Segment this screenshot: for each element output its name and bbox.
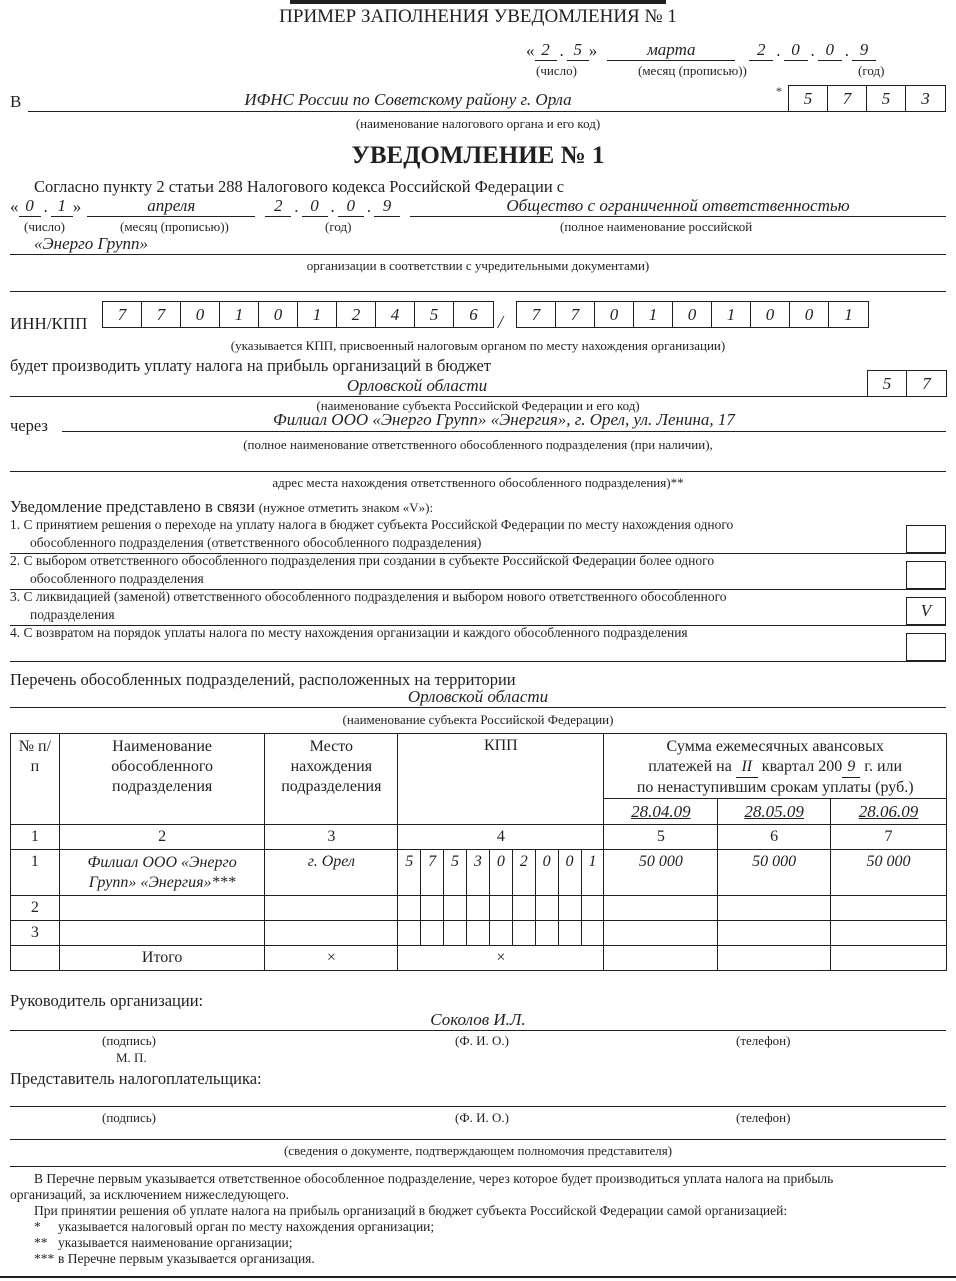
caption-start-day: (число) (24, 219, 65, 234)
subdivisions-region[interactable]: Орловской области (10, 687, 946, 708)
start-year-digit[interactable]: 2 (265, 196, 291, 217)
tax-authority-caption: (наименование налогового органа и его код) (355, 116, 601, 131)
head-caption-signature: (подпись) (102, 1033, 156, 1048)
row-kpp-digit[interactable] (581, 921, 604, 946)
footnote-item-1 (34, 1219, 434, 1235)
footnote-mark: *** (34, 1251, 55, 1266)
row-kpp-digit[interactable] (512, 921, 535, 946)
header-num: № п/п (11, 734, 60, 825)
footnote-mark: ** (34, 1235, 48, 1250)
subdivisions-caption: (наименование субъекта Российской Федерации) (342, 712, 614, 727)
kpp-digit: 1 (634, 302, 673, 327)
tax-authority-prefix: В (10, 92, 22, 111)
row-sum-2[interactable]: 50 000 (718, 850, 831, 896)
rep-doc-line[interactable] (10, 1139, 946, 1140)
budget-region[interactable]: Орловской области (10, 376, 868, 397)
row-sum-1[interactable] (604, 921, 718, 946)
notice-title: УВЕДОМЛЕНИЕ № 1 (351, 142, 605, 169)
table-row (11, 896, 947, 921)
subdivisions-table (10, 733, 947, 971)
head-caption-fio: (Ф. И. О.) (455, 1033, 509, 1048)
row-kpp-digit[interactable]: 0 (558, 850, 581, 896)
sum-line2 (604, 757, 946, 778)
date-month[interactable]: марта (607, 40, 735, 61)
rep-caption-signature: (подпись) (102, 1110, 156, 1125)
reason-divider (10, 661, 946, 662)
inn-digit: 5 (415, 302, 454, 327)
row-sum-1[interactable] (604, 896, 718, 921)
reason-text: подразделения (30, 607, 115, 622)
date-day-digit[interactable]: 2 (535, 40, 557, 61)
date-year-digit[interactable]: 2 (749, 40, 773, 61)
footnote-line3: При принятии решения об уплате налога на прибыль организаций в бюджет субъекта Российской Федерации самой организацией: (34, 1203, 788, 1218)
kpp-field[interactable] (516, 301, 869, 328)
row-kpp-digit[interactable] (558, 921, 581, 946)
budget-caption: (наименование субъекта Российской Федерации и его код) (316, 398, 640, 413)
inn-digit: 2 (337, 302, 376, 327)
head-name[interactable]: Соколов И.Л. (10, 1010, 946, 1031)
reason-checkbox-4[interactable] (906, 633, 946, 661)
row-sum-3[interactable]: 50 000 (831, 850, 947, 896)
row-sum-1[interactable]: 50 000 (604, 850, 718, 896)
col-number: 7 (831, 825, 947, 850)
table-row (11, 921, 947, 946)
inn-digit: 0 (259, 302, 298, 327)
row-kpp-digit[interactable] (466, 921, 489, 946)
notice-start-date: « 0 . 1 » апреля 2 . 0 . 0 . 9 (10, 196, 400, 217)
reason-text: обособленного подразделения (30, 571, 204, 586)
col-number: 2 (59, 825, 265, 850)
region-code-digit: 5 (868, 371, 907, 396)
stamp-place: М. П. (116, 1050, 147, 1065)
region-code-digit: 7 (922, 373, 931, 393)
reason-text: 1. С принятием решения о переходе на уплату налога в бюджет субъекта Российской Федерации по месту нахождения одного (10, 517, 734, 532)
footnote-line1: В Перечне первым указывается ответственное обособленное подразделение, через которое будет производиться уплата налога на прибыль (34, 1171, 834, 1186)
row-num: 3 (11, 921, 60, 946)
row-kpp-digit[interactable]: 0 (489, 850, 512, 896)
kpp-digit: 1 (844, 304, 853, 324)
row-kpp-digit[interactable] (421, 896, 444, 921)
sum-quarter[interactable]: II (736, 757, 758, 778)
row-kpp-digit[interactable]: 0 (535, 850, 558, 896)
region-code[interactable] (867, 370, 947, 397)
date-year-digit[interactable]: 0 (784, 40, 808, 61)
kpp-digit: 0 (673, 302, 712, 327)
top-rule (290, 0, 666, 4)
through-caption1: (полное наименование ответственного обособленного подразделения (при наличии), (243, 437, 713, 452)
kpp-digit: 7 (517, 302, 556, 327)
total-sum-1[interactable] (604, 946, 718, 971)
footnote-text: в Перечне первым указывается организация. (58, 1251, 315, 1266)
start-day-digit[interactable]: 0 (19, 196, 41, 217)
head-caption-phone: (телефон) (736, 1033, 791, 1048)
start-year-digit[interactable]: 9 (374, 196, 400, 217)
start-day-digit[interactable]: 1 (51, 196, 73, 217)
notice-intro: Согласно пункту 2 статьи 288 Налогового кодекса Российской Федерации с (34, 177, 565, 196)
inn-kpp-separator: / (498, 312, 504, 332)
reason-checkbox-1[interactable] (906, 525, 946, 553)
inn-digit: 1 (220, 302, 259, 327)
row-place[interactable] (265, 896, 398, 921)
row-sum-3[interactable] (831, 896, 947, 921)
blank-line (10, 291, 946, 292)
caption-day: (число) (536, 63, 577, 78)
reason-text: 4. С возвратом на порядок уплаты налога по месту нахождения организации и каждого обособленного подразделения (10, 625, 688, 640)
row-place[interactable] (265, 921, 398, 946)
row-kpp-digit[interactable] (466, 896, 489, 921)
through-label: через (10, 416, 48, 435)
caption-start-year: (год) (325, 219, 352, 234)
inn-field[interactable] (102, 301, 494, 328)
org-name-line1[interactable]: Общество с ограниченной ответственностью (410, 196, 946, 217)
row-kpp-digit[interactable] (535, 921, 558, 946)
inn-kpp-caption: (указывается КПП, присвоенный налоговым органом по месту нахождения организации) (230, 338, 726, 353)
tax-authority-code[interactable] (788, 85, 946, 112)
kpp-digit: 1 (712, 302, 751, 327)
footnote-text: указывается наименование организации; (58, 1235, 293, 1250)
code-digit: 5 (789, 86, 828, 111)
total-sum-3[interactable] (831, 946, 947, 971)
reason-text: 3. С ликвидацией (заменой) ответственного обособленного подразделения и выбором нового ответственного обособленного (10, 589, 727, 604)
start-month[interactable]: апреля (87, 196, 255, 217)
row-name[interactable] (59, 896, 265, 921)
row-place[interactable]: г. Орел (265, 850, 398, 896)
code-digit: 5 (867, 86, 906, 111)
col-number: 3 (265, 825, 398, 850)
row-kpp-digit[interactable] (489, 896, 512, 921)
kpp-digit: 0 (790, 302, 829, 327)
reason-text: 2. С выбором ответственного обособленного подразделения при создании в субъекте Российской Федерации более одного (10, 553, 715, 568)
row-kpp-digit[interactable]: 5 (444, 850, 467, 896)
submission-date: « 2 . 5 » марта 2 . 0 . 0 . 9 (526, 40, 876, 61)
row-kpp-digit[interactable] (398, 921, 421, 946)
subdivisions-heading: Перечень обособленных подразделений, расположенных на территории (10, 670, 516, 689)
footnote-line2: организаций, за исключением нижеследующего. (10, 1187, 290, 1202)
date-day-digit[interactable]: 5 (567, 40, 589, 61)
reason-item-1 (10, 516, 733, 552)
reason-item-3 (10, 588, 727, 624)
start-year-digit[interactable]: 0 (338, 196, 364, 217)
row-kpp-digit[interactable] (535, 896, 558, 921)
total-sum-2[interactable] (718, 946, 831, 971)
row-kpp-digit[interactable] (444, 921, 467, 946)
row-kpp-digit[interactable]: 5 (398, 850, 421, 896)
code-digit: 3 (921, 88, 930, 108)
sum-line2b: квартал 200 (761, 758, 843, 775)
row-sum-3[interactable] (831, 921, 947, 946)
col-number: 5 (604, 825, 718, 850)
footnote-mark: * (34, 1219, 41, 1234)
col-number: 6 (718, 825, 831, 850)
header-place: Место нахождения подразделения (265, 734, 398, 825)
date-year-digit[interactable]: 0 (818, 40, 842, 61)
org-name-line2[interactable]: «Энерго Групп» (10, 234, 946, 255)
reason-text: обособленного подразделения (ответственного обособленного подразделения) (30, 535, 482, 550)
footnote-text: указывается налоговый орган по месту нахождения организации; (58, 1219, 435, 1234)
rep-label: Представитель налогоплательщика: (10, 1069, 262, 1088)
reasons-heading (10, 497, 433, 517)
reason-checkbox-2[interactable] (906, 561, 946, 589)
sum-line1: Сумма ежемесячных авансовых (666, 738, 884, 755)
row-kpp-digit[interactable] (421, 921, 444, 946)
code-digit: 7 (828, 86, 867, 111)
asterisk-mark: * (776, 84, 782, 98)
caption-month: (месяц (прописью)) (638, 63, 747, 78)
reason-checkbox-3[interactable]: V (906, 597, 946, 625)
inn-kpp-label: ИНН/КПП (10, 314, 88, 333)
row-kpp-digit[interactable] (512, 896, 535, 921)
sum-year[interactable]: 9 (842, 757, 860, 778)
total-place-cross: × (265, 946, 398, 971)
caption-org1: (полное наименование российской (560, 219, 753, 234)
col-number: 1 (11, 825, 60, 850)
col-number: 4 (398, 825, 604, 850)
start-year-digit[interactable]: 0 (302, 196, 328, 217)
total-label: Итого (59, 946, 265, 971)
footnote-item-2 (34, 1235, 293, 1251)
sample-title: ПРИМЕР ЗАПОЛНЕНИЯ УВЕДОМЛЕНИЯ № 1 (279, 6, 677, 27)
rep-caption-fio: (Ф. И. О.) (455, 1110, 509, 1125)
row-kpp-digit[interactable]: 3 (466, 850, 489, 896)
reason-item-4 (10, 624, 688, 642)
row-kpp-digit[interactable] (558, 896, 581, 921)
row-name[interactable] (59, 921, 265, 946)
rep-doc-caption: (сведения о документе, подтверждающем полномочия представителя) (283, 1143, 673, 1158)
sum-line3: по ненаступившим срокам уплаты (руб.) (636, 779, 914, 796)
date-year-digit[interactable]: 9 (852, 40, 876, 61)
tax-authority-name[interactable]: ИФНС России по Советскому району г. Орла (28, 90, 788, 112)
inn-digit: 6 (469, 304, 478, 324)
table-row (11, 850, 947, 896)
inn-digit: 7 (142, 302, 181, 327)
through-caption2: адрес места нахождения ответственного обособленного подразделения)** (272, 475, 684, 490)
reasons-heading-text: Уведомление представлено в связи (10, 497, 255, 516)
reason-item-2 (10, 552, 714, 588)
row-kpp-digit[interactable]: 1 (581, 850, 604, 896)
row-sum-2[interactable] (718, 921, 831, 946)
caption-year: (год) (858, 63, 885, 78)
kpp-digit: 0 (751, 302, 790, 327)
sum-line2a: платежей на (648, 758, 732, 775)
inn-digit: 4 (376, 302, 415, 327)
caption-start-month: (месяц (прописью)) (120, 219, 229, 234)
inn-digit: 7 (103, 302, 142, 327)
row-kpp-digit[interactable] (444, 896, 467, 921)
caption-org2: организации в соответствии с учредительными документами) (306, 258, 650, 273)
header-name: Наименование обособленного подразделения (59, 734, 265, 825)
head-label: Руководитель организации: (10, 991, 204, 1010)
inn-digit: 1 (298, 302, 337, 327)
footnotes-divider (10, 1166, 946, 1167)
header-kpp: КПП (398, 734, 604, 825)
column-numbers-row (11, 825, 947, 850)
budget-text: будет производить уплату налога на прибыль организаций в бюджет (10, 356, 491, 375)
total-row (11, 946, 947, 971)
total-num (11, 946, 60, 971)
row-num: 1 (11, 850, 60, 896)
row-kpp-digit[interactable] (398, 896, 421, 921)
inn-digit: 0 (181, 302, 220, 327)
reasons-heading-note: (нужное отметить знаком «V»): (258, 500, 434, 515)
row-sum-2[interactable] (718, 896, 831, 921)
address-line (10, 471, 946, 472)
row-num: 2 (11, 896, 60, 921)
rep-caption-phone: (телефон) (736, 1110, 791, 1125)
row-kpp-digit[interactable] (581, 896, 604, 921)
header-date-1[interactable]: 28.04.09 (604, 799, 718, 825)
total-kpp-cross: × (398, 946, 604, 971)
row-kpp-digit[interactable]: 7 (421, 850, 444, 896)
row-kpp-digit[interactable]: 2 (512, 850, 535, 896)
row-name[interactable]: Филиал ООО «Энерго Групп» «Энергия»*** (59, 850, 265, 896)
kpp-digit: 0 (595, 302, 634, 327)
header-date-2[interactable]: 28.05.09 (718, 799, 831, 825)
rep-signature-line[interactable] (10, 1106, 946, 1107)
header-sum (604, 734, 947, 799)
header-date-3[interactable]: 28.06.09 (831, 799, 947, 825)
through-value[interactable]: Филиал ООО «Энерго Групп» «Энергия», г. Орел, ул. Ленина, 17 (62, 410, 946, 432)
footnote-item-3 (34, 1251, 315, 1267)
bottom-rule (0, 1276, 956, 1278)
row-kpp-digit[interactable] (489, 921, 512, 946)
sum-line2c: г. или (864, 758, 903, 775)
kpp-digit: 7 (556, 302, 595, 327)
